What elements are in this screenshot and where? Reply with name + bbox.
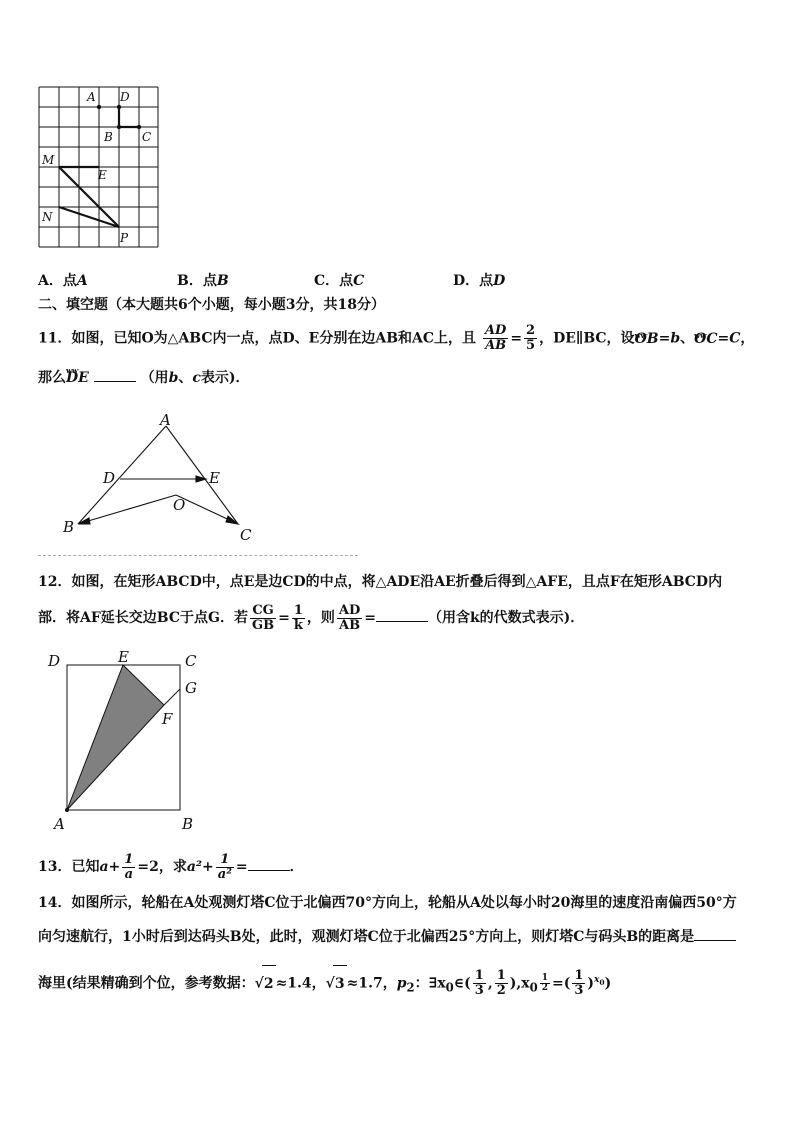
q11-line2: 那么ⱳⱳ DE （用b、c表示)． [38,367,250,388]
answer-blank-14[interactable] [694,926,736,941]
label-c: C [142,130,152,144]
label-d: D [103,469,116,487]
label-f: F [162,710,173,728]
q14-line2: 向匀速航行，1小时后到达码头B处，此时，观测灯塔C位于北偏西25°方向上，则灯塔C与码头B的距离是 [38,926,736,947]
label-p: P [120,231,129,245]
label-a: A [87,90,96,104]
option-b[interactable]: B．点B [177,273,229,289]
q14-line1: 14．如图所示，轮船在A处观测灯塔C位于北偏西70°方向上，轮船从A处以每小时20海里的速度沿南偏西50°方 [38,895,737,911]
label-d: D [120,90,130,104]
fraction-cg-gb: $\frac{CG}{GB}$ [252,602,275,633]
label-b: B [182,815,194,833]
rectangle-figure [46,646,216,834]
q12-line1: 12．如图，在矩形ABCD中，点E是边CD的中点，将△ADE沿AE折叠后得到△AFE，且点F在矩形ABCD内 [38,574,723,590]
label-n: N [42,210,53,224]
label-b: B [63,518,75,536]
label-o: O [173,496,186,514]
label-e: E [209,469,220,487]
label-m: M [42,153,55,167]
fraction-1-3b: $\frac{1}{3}$ [574,968,584,999]
fraction-1-2: $\frac{1}{2}$ [496,968,506,999]
option-c[interactable]: C．点C [314,273,365,289]
label-c: C [240,526,252,544]
label-g: G [185,679,197,697]
q11-line1: 11．如图，已知O为△ABC内一点，点D、E分别在边AB和AC上，且 $\frac{AD}{AB}$ = $\frac{2}{5}$ ，DE∥BC，设ⱳⱳ OB=b、ⱳⱳ OC=C， [38,324,754,353]
answer-blank-12[interactable] [376,607,428,622]
fraction-2-5: $\frac{2}{5}$ [526,323,536,353]
fraction-1-k: $\frac{1}{k}$ [293,602,303,633]
fraction-1-a2: $\frac{1}{\text{a²}}$ [217,851,232,882]
option-d[interactable]: D．点D [453,273,506,289]
q14-line3: 海里(结果精确到个位，参考数据：√2 ≈1.4，√3 ≈1.7，$p_2$：$\exists x_0\in$( $\frac{1}{3}$ , $\frac{1}{2}$ )$,x_0$ $\frac{1}{2}$ =( $\frac{1}{3}$ )$^{x_0}$) [38,962,611,1005]
divider [38,555,358,556]
answer-blank-13[interactable] [248,856,290,871]
section-heading: 二、填空题（本大题共6个小题，每小题3分，共18分） [38,297,385,313]
q13-line: 13．已知a+ $\frac{1}{a}$ =2，求a²+ $\frac{1}{\text{a²}}$ = ． [38,851,304,882]
label-c: C [185,652,197,670]
label-a: A [160,412,171,429]
exponent-half: $\frac{1}{2}$ [541,973,549,994]
label-b: B [104,130,113,144]
answer-blank-11[interactable] [94,367,136,382]
fraction-1-3: $\frac{1}{3}$ [474,968,484,999]
label-a: A [54,815,65,833]
triangle-figure [58,412,268,544]
q12-line2: 部．将AF延长交边BC于点G．若 $\frac{CG}{GB}$ = $\frac{1}{k}$ ，则 $\frac{AD}{AB}$ = （用含k的代数式表示)． [38,602,585,633]
label-e: E [98,168,107,182]
fraction-1-a: $\frac{1}{a}$ [124,851,134,882]
fraction-ad-ab: $\frac{AD}{AB}$ [338,602,361,633]
label-e: E [118,648,129,666]
option-a[interactable]: A．点A [38,273,88,289]
label-d: D [48,652,61,670]
fraction-ad-ab: $\frac{AD}{AB}$ [484,323,507,353]
grid-figure [36,84,162,250]
